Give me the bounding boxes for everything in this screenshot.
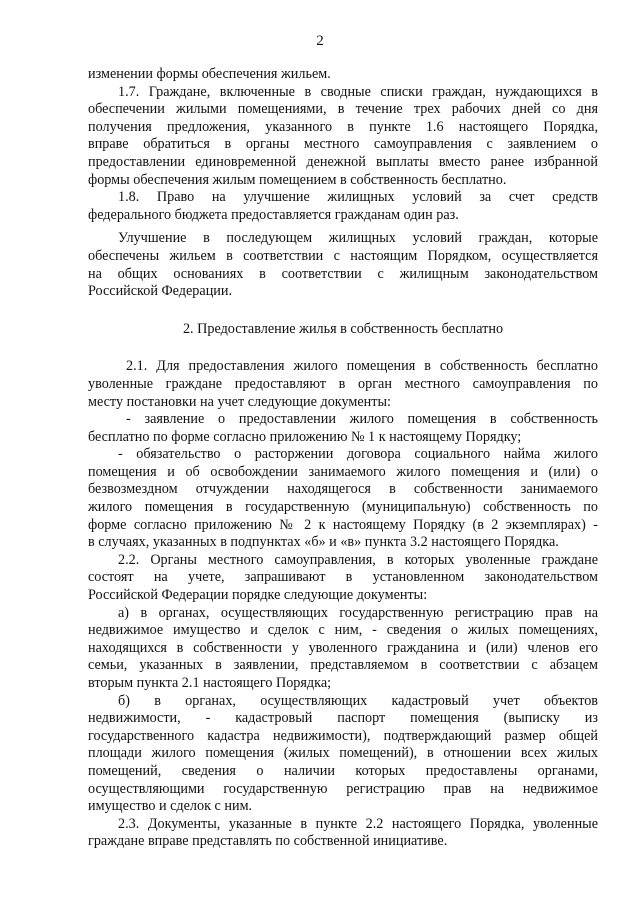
text-line: семьи, указанных в заявлении, представляемом в соответствии с абзацем: [88, 657, 598, 674]
text-line: состоят на учете, запрашивают в установленном законодательством: [88, 569, 598, 586]
text-line: недвижимое имущество и сделок с ним, - сведения о жилых помещениях,: [88, 622, 598, 639]
text-line: уволенные граждане предоставляют в орган местного самоуправления по: [88, 375, 598, 392]
text-line: предоставлении единовременной денежной выплаты вместо ранее избранной: [88, 153, 598, 170]
text-line: помещения и об освобождении занимаемого жилого помещения и (или) о: [88, 463, 598, 480]
text-line: находящихся в собственности у уволенного гражданина и (или) членов его: [88, 639, 598, 656]
text-line: а) в органах, осуществляющих государственную регистрацию прав на: [118, 604, 598, 621]
text-line: 1.7. Граждане, включенные в сводные списки граждан, нуждающихся в: [118, 83, 598, 100]
text-line: Российской Федерации.: [88, 283, 233, 300]
section-heading: 2. Предоставление жилья в собственность бесплатно: [182, 320, 504, 337]
document-body: [88, 66, 598, 851]
text-line: государственного кадастра недвижимости), подтверждающий размер общей: [88, 727, 598, 744]
text-line: Улучшение в последующем жилищных условий граждан, которые: [118, 230, 598, 247]
text-line: граждане вправе представлять по собственной инициативе.: [88, 833, 448, 850]
text-line: осуществляющими государственную регистрацию прав на недвижимое: [88, 780, 598, 797]
text-line: форме согласно приложению № 2 к настоящему Порядку (в 2 экземплярах) -: [88, 516, 598, 533]
text-line: Российской Федерации порядке следующие документы:: [88, 587, 428, 604]
text-line: обеспечены жильем в соответствии с настоящим Порядком, осуществляется: [88, 247, 598, 264]
text-line: в случаях, указанных в подпунктах «б» и «в» пункта 3.2 настоящего Порядка.: [88, 534, 559, 551]
text-line: федерального бюджета предоставляется гражданам один раз.: [88, 206, 459, 223]
text-line: - обязательство о расторжении договора социального найма жилого: [118, 446, 598, 463]
text-line: 1.8. Право на улучшение жилищных условий за счет средств: [118, 189, 598, 206]
text-line: жилого помещения в государственную (муниципальную) собственность по: [88, 499, 598, 516]
text-line: месту постановки на учет следующие документы:: [88, 393, 391, 410]
text-line: вправе обратиться в органы местного самоуправления с заявлением о: [88, 136, 598, 153]
text-line: недвижимости, - кадастровый паспорт помещения (выписку из: [88, 710, 598, 727]
text-line: площади жилого помещения (жилых помещений), в отношении всех жилых: [88, 745, 598, 762]
text-line: б) в органах, осуществляющих кадастровый учет объектов: [118, 692, 598, 709]
text-line: - заявление о предоставлении жилого помещения в собственность: [126, 411, 598, 428]
text-line: обеспечении жилыми помещениями, в течение трех рабочих дней со дня: [88, 101, 598, 118]
text-line: 2.2. Органы местного самоуправления, в которых уволенные граждане: [118, 551, 598, 568]
text-line: на общих основаниях в соответствии с жилищным законодательством: [88, 265, 598, 282]
text-line: формы обеспечения жилым помещением в собственность бесплатно.: [88, 171, 507, 188]
text-line: безвозмездном отчуждении находящегося в собственности занимаемого: [88, 481, 598, 498]
text-line: изменении формы обеспечения жильем.: [88, 66, 331, 82]
text-line: 2.3. Документы, указанные в пункте 2.2 настоящего Порядка, уволенные: [118, 815, 598, 832]
text-line: 2.1. Для предоставления жилого помещения в собственность бесплатно: [126, 358, 598, 375]
page-number: 2: [316, 33, 324, 49]
text-line: помещений, сведения о наличии которых предоставлены органами,: [88, 762, 598, 779]
text-line: получения предложения, указанного в пункте 1.6 настоящего Порядка,: [88, 118, 598, 135]
text-line: имущество и сделок с ним.: [88, 798, 253, 815]
text-line: вторым пункта 2.1 настоящего Порядка;: [88, 675, 332, 691]
text-line: бесплатно по форме согласно приложению № 1 к настоящему Порядку;: [88, 428, 522, 445]
